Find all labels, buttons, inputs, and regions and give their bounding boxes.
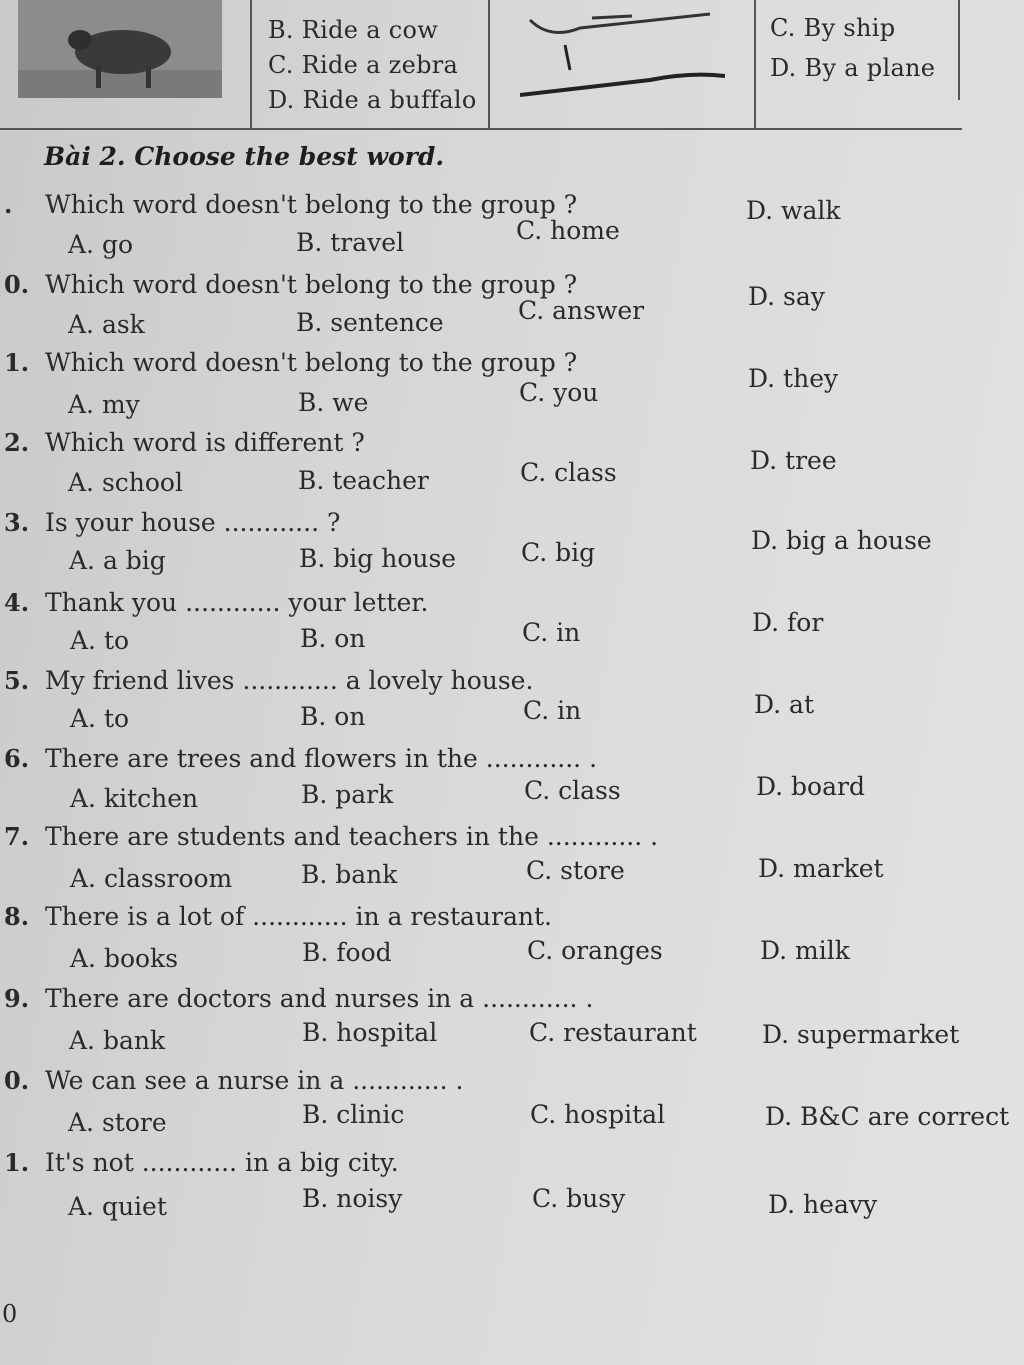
question-item xyxy=(0,984,1024,1064)
question-text: There is a lot of ............ in a restaurant. xyxy=(45,902,552,931)
question-item xyxy=(0,744,1024,824)
question-item xyxy=(0,428,1024,508)
option-d: D. for xyxy=(752,608,824,637)
option-d: D. milk xyxy=(760,936,850,965)
page-number: 0 xyxy=(2,1300,18,1328)
plane-drawing xyxy=(520,0,725,100)
option-b: B. on xyxy=(300,702,366,731)
question-text: Is your house ............ ? xyxy=(45,508,341,537)
option-d: D. they xyxy=(748,364,839,393)
question-text: Which word is different ? xyxy=(45,428,365,457)
option-a: A. classroom xyxy=(70,864,233,893)
option-b: B. park xyxy=(301,780,394,809)
question-item xyxy=(0,270,1024,350)
option-by-plane: D. By a plane xyxy=(770,54,936,82)
option-ride-zebra: C. Ride a zebra xyxy=(268,51,459,79)
option-b: B. on xyxy=(300,624,366,653)
question-text: There are doctors and nurses in a ............ . xyxy=(45,984,594,1013)
option-c: C. big xyxy=(521,538,596,567)
option-c: C. store xyxy=(526,856,625,885)
option-c: C. oranges xyxy=(527,936,663,965)
option-a: A. ask xyxy=(68,310,145,339)
question-text: It's not ............ in a big city. xyxy=(45,1148,399,1177)
option-a: A. go xyxy=(68,230,134,259)
option-c: C. home xyxy=(516,216,620,245)
question-number: 7. xyxy=(4,822,30,851)
question-text: Which word doesn't belong to the group ? xyxy=(45,190,578,219)
option-b: B. we xyxy=(298,388,369,417)
option-d: D. walk xyxy=(746,196,841,225)
question-text: My friend lives ............ a lovely house. xyxy=(45,666,534,695)
option-b: B. teacher xyxy=(298,466,429,495)
question-text: Which word doesn't belong to the group ? xyxy=(45,348,578,377)
question-number: 4. xyxy=(4,588,30,617)
option-c: C. busy xyxy=(532,1184,626,1213)
table-border xyxy=(488,0,490,128)
option-a: A. my xyxy=(68,390,140,419)
option-b: B. sentence xyxy=(296,308,444,337)
question-number: 0. xyxy=(4,270,30,299)
question-number: 9. xyxy=(4,984,30,1013)
option-d: D. big a house xyxy=(751,526,932,555)
question-item xyxy=(0,1148,1024,1228)
question-number: . xyxy=(4,190,13,219)
question-item xyxy=(0,588,1024,668)
option-c: C. in xyxy=(523,696,582,725)
option-c: C. answer xyxy=(518,296,645,325)
option-a: A. school xyxy=(68,468,183,497)
question-number: 2. xyxy=(4,428,30,457)
option-d: D. market xyxy=(758,854,884,883)
question-number: 0. xyxy=(4,1066,30,1095)
option-b: B. clinic xyxy=(302,1100,405,1129)
option-d: D. say xyxy=(748,282,825,311)
table-border xyxy=(958,0,960,100)
option-c: C. hospital xyxy=(530,1100,666,1129)
option-d: D. supermarket xyxy=(762,1020,960,1049)
option-d: D. board xyxy=(756,772,865,801)
question-item xyxy=(0,1066,1024,1146)
table-border xyxy=(250,0,252,128)
table-border xyxy=(754,0,756,128)
question-text: There are students and teachers in the ............ . xyxy=(45,822,659,851)
question-number: 1. xyxy=(4,348,30,377)
option-a: A. books xyxy=(70,944,179,973)
option-ride-cow: B. Ride a cow xyxy=(268,16,439,44)
option-d: D. at xyxy=(754,690,814,719)
question-text: Which word doesn't belong to the group ? xyxy=(45,270,578,299)
option-c: C. class xyxy=(520,458,617,487)
question-text: Thank you ............ your letter. xyxy=(45,588,429,617)
question-item xyxy=(0,902,1024,982)
option-c: C. in xyxy=(522,618,581,647)
option-b: B. food xyxy=(302,938,392,967)
option-d: D. heavy xyxy=(768,1190,878,1219)
option-a: A. store xyxy=(68,1108,167,1137)
option-b: B. noisy xyxy=(302,1184,403,1213)
option-b: B. travel xyxy=(296,228,405,257)
option-c: C. class xyxy=(524,776,621,805)
question-item xyxy=(0,822,1024,902)
option-a: A. kitchen xyxy=(70,784,199,813)
option-d: D. tree xyxy=(750,446,837,475)
question-item xyxy=(0,666,1024,746)
question-item xyxy=(0,348,1024,428)
question-number: 8. xyxy=(4,902,30,931)
option-d: D. B&C are correct xyxy=(765,1102,1010,1131)
question-number: 6. xyxy=(4,744,30,773)
option-a: A. to xyxy=(70,704,130,733)
option-by-ship: C. By ship xyxy=(770,14,896,42)
section-title: Bài 2. Choose the best word. xyxy=(44,142,445,171)
option-a: A. bank xyxy=(69,1026,166,1055)
question-number: 5. xyxy=(4,666,30,695)
question-text: There are trees and flowers in the ............ . xyxy=(45,744,598,773)
option-ride-buffalo: D. Ride a buffalo xyxy=(268,86,477,114)
question-number: 3. xyxy=(4,508,30,537)
option-b: B. bank xyxy=(301,860,398,889)
option-c: C. you xyxy=(519,378,599,407)
question-number: 1. xyxy=(4,1148,30,1177)
previous-exercise-table xyxy=(0,0,962,130)
cow-photo xyxy=(18,0,222,98)
option-b: B. big house xyxy=(299,544,457,573)
option-a: A. quiet xyxy=(68,1192,167,1221)
question-item xyxy=(0,508,1024,588)
option-c: C. restaurant xyxy=(529,1018,697,1047)
option-a: A. a big xyxy=(69,546,166,575)
question-item xyxy=(0,190,1024,270)
question-text: We can see a nurse in a ............ . xyxy=(45,1066,464,1095)
option-a: A. to xyxy=(70,626,130,655)
option-b: B. hospital xyxy=(302,1018,438,1047)
